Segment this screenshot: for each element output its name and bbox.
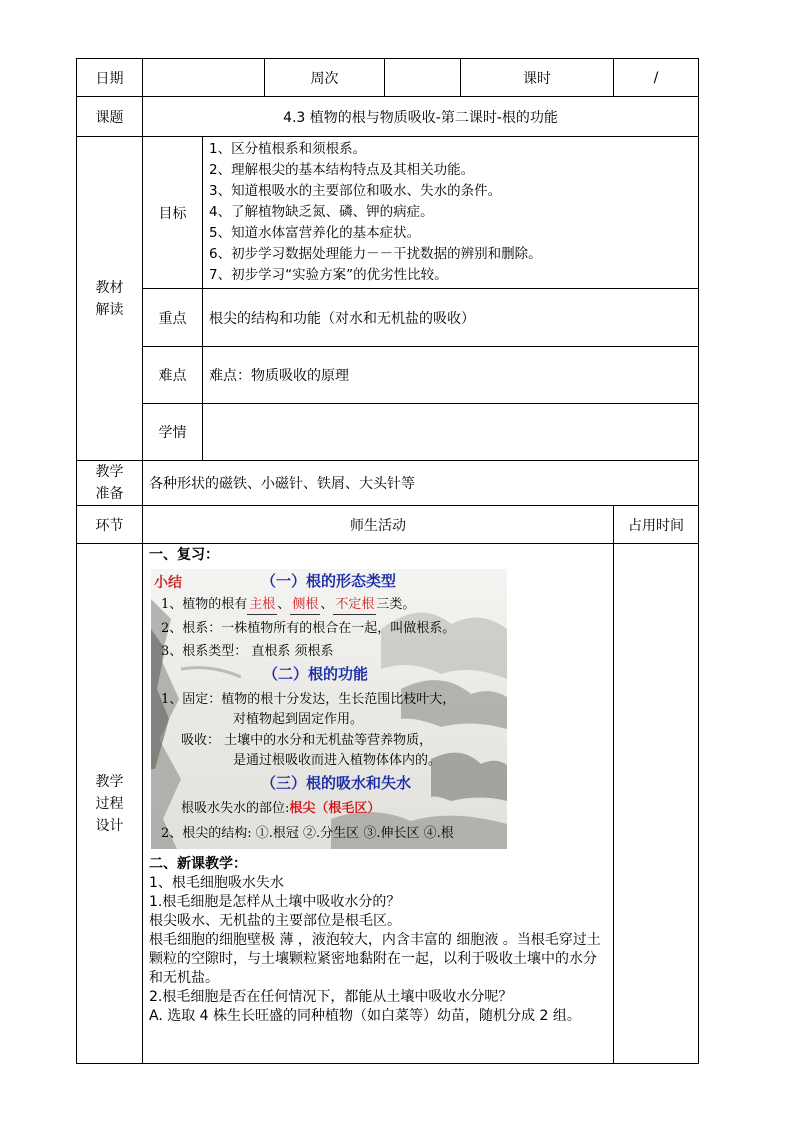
process-label xyxy=(77,544,143,1064)
focus-value: 根尖的结构和功能（对水和无机盐的吸收） xyxy=(203,289,699,347)
new-lesson-heading: 二、新课教学： xyxy=(149,856,247,872)
prep-label xyxy=(77,461,143,506)
difficulty-row xyxy=(77,347,699,404)
date-label: 日期 xyxy=(77,59,143,97)
lesson-plan-table xyxy=(76,58,699,1064)
topic-row xyxy=(77,97,699,137)
material-label-line2: 解读 xyxy=(95,301,124,318)
goal-item: 6、初步学习数据处理能力－－干扰数据的辨别和删除。 xyxy=(209,246,542,262)
activity-label: 师生活动 xyxy=(143,506,614,544)
focus-label: 重点 xyxy=(143,289,203,347)
summary-term-lateral-root: 侧根 xyxy=(290,595,320,615)
topic-label: 课题 xyxy=(77,97,143,137)
goals-label: 目标 xyxy=(143,137,203,289)
goals-row xyxy=(77,137,699,289)
summary-term-root-tip: 根尖（根毛区） xyxy=(289,801,381,816)
learning-row xyxy=(77,404,699,461)
goal-item: 2、理解根尖的基本结构特点及其相关功能。 xyxy=(209,162,475,178)
summary-separator: 、 xyxy=(277,597,291,612)
process-row xyxy=(77,544,699,1064)
summary-heading-3: （三）根的吸水和失水 xyxy=(261,774,412,792)
date-value xyxy=(143,59,265,97)
process-label-line1: 教学 xyxy=(95,773,124,790)
goal-item: 3、知道根吸水的主要部位和吸水、失水的条件。 xyxy=(209,183,502,199)
material-label xyxy=(77,137,143,461)
summary-line-7: 是通过根吸收而进入植物体体内的。 xyxy=(233,753,442,768)
process-label-line2: 过程 xyxy=(95,795,124,812)
summary-term-main-root: 主根 xyxy=(247,595,277,615)
lesson-paragraph: A. 选取 4 株生长旺盛的同种植物（如白菜等）幼苗，随机分成 2 组。 xyxy=(149,1008,581,1024)
summary-line-3: 3、根系类型： 直根系 须根系 xyxy=(161,644,334,659)
lesson-paragraph: 2.根毛细胞是否在任何情况下，都能从土壤中吸收水分呢？ xyxy=(149,989,513,1005)
focus-row xyxy=(77,289,699,347)
summary-line-8 xyxy=(181,799,380,818)
summary-line-5: 对植物起到固定作用。 xyxy=(233,712,364,727)
lesson-paragraph: 根尖吸水、无机盐的主要部位是根毛区。 xyxy=(149,913,401,929)
summary-line-8-text: 根吸水失水的部位: xyxy=(181,801,290,816)
goal-item: 1、区分植根系和须根系。 xyxy=(209,141,367,157)
summary-separator: 、 xyxy=(320,597,334,612)
learning-label: 学情 xyxy=(143,404,203,461)
process-content xyxy=(143,544,614,1064)
summary-line-4: 1、固定：植物的根十分发达，生长范围比枝叶大， xyxy=(161,692,456,707)
prep-row xyxy=(77,461,699,506)
stage-label: 环节 xyxy=(77,506,143,544)
time-label: 占用时间 xyxy=(614,506,699,544)
process-time-cell xyxy=(614,544,699,1064)
review-summary-image xyxy=(151,569,507,849)
goal-item: 7、初步学习“实验方案”的优劣性比较。 xyxy=(209,267,448,283)
summary-line-1 xyxy=(161,595,415,615)
week-label: 周次 xyxy=(265,59,385,97)
summary-heading-1: （一）根的形态类型 xyxy=(261,572,397,590)
lesson-paragraph: 1、根毛细胞吸水失水 xyxy=(149,875,284,891)
summary-line-2: 2、根系：一株植物所有的根合在一起，叫做根系。 xyxy=(161,621,456,636)
section-row xyxy=(77,506,699,544)
material-label-line1: 教材 xyxy=(95,279,124,296)
summary-corner-label: 小结 xyxy=(154,575,182,591)
goal-item: 4、了解植物缺乏氮、磷、钾的病症。 xyxy=(209,204,434,220)
summary-line-1-end: 三类。 xyxy=(376,597,416,612)
learning-value xyxy=(203,404,699,461)
summary-line-6: 吸收： 土壤中的水分和无机盐等营养物质， xyxy=(181,733,433,748)
header-row xyxy=(77,59,699,97)
summary-line-9: 2、根尖的结构: ①.根冠 ②.分生区 ③.伸长区 ④.根 xyxy=(161,826,454,841)
summary-heading-2: （二）根的功能 xyxy=(263,665,369,683)
prep-value: 各种形状的磁铁、小磁针、铁屑、大头针等 xyxy=(143,461,699,506)
prep-label-line2: 准备 xyxy=(95,486,124,502)
goal-item: 5、知道水体富营养化的基本症状。 xyxy=(209,225,421,241)
goals-list xyxy=(203,137,699,289)
review-heading: 一、复习： xyxy=(149,547,219,563)
difficulty-value: 难点：物质吸收的原理 xyxy=(203,347,699,404)
prep-label-line1: 教学 xyxy=(95,464,124,480)
lesson-paragraph: 1.根毛细胞是怎样从土壤中吸收水分的？ xyxy=(149,894,401,910)
period-label: 课时 xyxy=(461,59,614,97)
period-value: / xyxy=(614,59,699,97)
summary-line-1-text: 1、植物的根有 xyxy=(161,597,248,612)
difficulty-label: 难点 xyxy=(143,347,203,404)
process-label-line3: 设计 xyxy=(95,817,124,834)
week-value xyxy=(385,59,461,97)
summary-term-adventitious-root: 不定根 xyxy=(333,595,376,615)
lesson-paragraph: 根毛细胞的细胞壁极 薄 ，液泡较大，内含丰富的 细胞液 。当根毛穿过土颗粒的空隙时，与土壤颗粒紧密地黏附在一起，以利于吸收土壤中的水分和无机盐。 xyxy=(149,932,601,986)
topic-value: 4.3 植物的根与物质吸收-第二课时-根的功能 xyxy=(143,97,699,137)
